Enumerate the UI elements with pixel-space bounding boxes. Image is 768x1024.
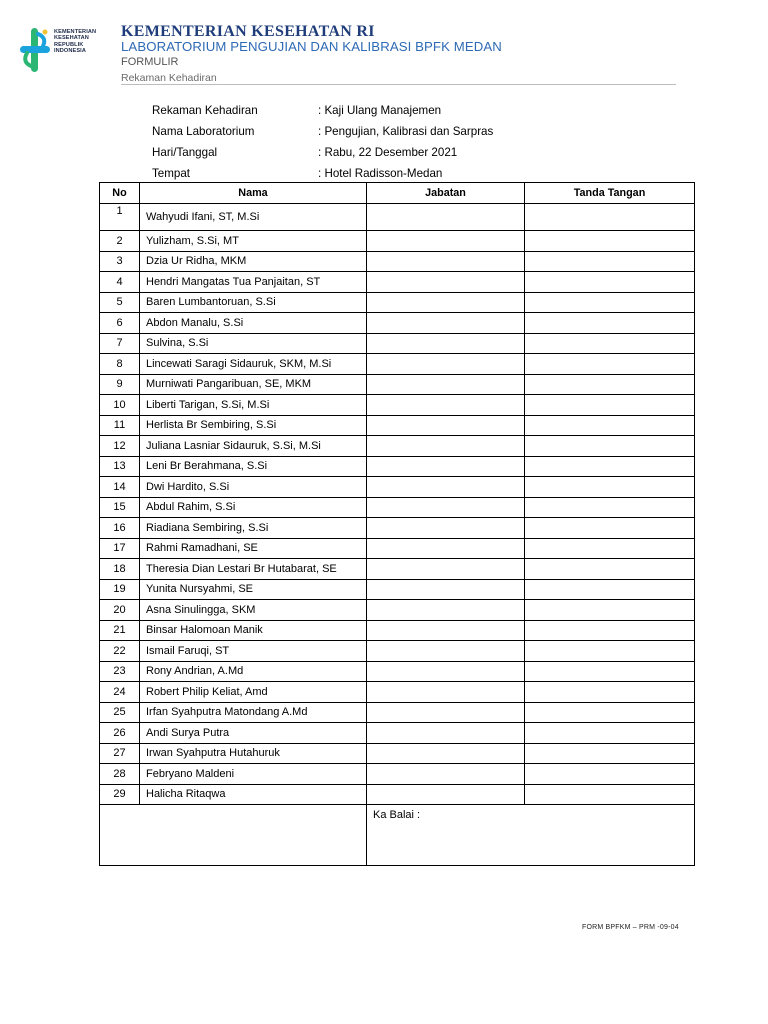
row-number-cell: 19	[100, 579, 140, 600]
signature-cell	[525, 313, 695, 334]
jabatan-cell	[367, 436, 525, 457]
table-row	[100, 272, 695, 293]
row-number-cell: 26	[100, 723, 140, 744]
row-number-cell: 3	[100, 251, 140, 272]
meta-value: : Pengujian, Kalibrasi dan Sarpras	[318, 125, 494, 138]
laboratory-title: LABORATORIUM PENGUJIAN DAN KALIBRASI BPFK MEDAN	[121, 39, 502, 54]
jabatan-cell	[367, 661, 525, 682]
name-cell: Abdon Manalu, S.Si	[140, 313, 367, 334]
ka-balai-cell	[367, 805, 695, 866]
signature-cell	[525, 702, 695, 723]
meta-value: : Hotel Radisson-Medan	[318, 167, 443, 180]
table-row	[100, 231, 695, 252]
row-number-cell: 7	[100, 333, 140, 354]
jabatan-cell	[367, 415, 525, 436]
table-row	[100, 723, 695, 744]
name-cell: Murniwati Pangaribuan, SE, MKM	[140, 374, 367, 395]
table-row	[100, 292, 695, 313]
signature-cell	[525, 415, 695, 436]
table-header-row	[100, 183, 695, 204]
table-row	[100, 743, 695, 764]
kemenkes-emblem-icon	[18, 26, 52, 74]
name-cell: Rahmi Ramadhani, SE	[140, 538, 367, 559]
signature-cell	[525, 251, 695, 272]
jabatan-cell	[367, 538, 525, 559]
signature-cell	[525, 600, 695, 621]
jabatan-cell	[367, 518, 525, 539]
signature-cell	[525, 374, 695, 395]
name-cell: Liberti Tarigan, S.Si, M.Si	[140, 395, 367, 416]
signature-cell	[525, 743, 695, 764]
jabatan-cell	[367, 456, 525, 477]
row-number-cell: 1	[100, 204, 140, 231]
name-cell: Rony Andrian, A.Md	[140, 661, 367, 682]
table-row	[100, 333, 695, 354]
table-row	[100, 497, 695, 518]
name-cell: Asna Sinulingga, SKM	[140, 600, 367, 621]
jabatan-cell	[367, 497, 525, 518]
name-cell: Yunita Nursyahmi, SE	[140, 579, 367, 600]
footer-empty-cell	[100, 805, 367, 866]
jabatan-cell	[367, 272, 525, 293]
row-number-cell: 21	[100, 620, 140, 641]
name-cell: Hendri Mangatas Tua Panjaitan, ST	[140, 272, 367, 293]
jabatan-cell	[367, 764, 525, 785]
meta-label: Hari/Tanggal	[152, 146, 218, 159]
row-number-cell: 17	[100, 538, 140, 559]
signature-cell	[525, 436, 695, 457]
meta-value: : Kaji Ulang Manajemen	[318, 104, 442, 117]
name-cell: Theresia Dian Lestari Br Hutabarat, SE	[140, 559, 367, 580]
jabatan-cell	[367, 354, 525, 375]
name-cell: Binsar Halomoan Manik	[140, 620, 367, 641]
jabatan-cell	[367, 682, 525, 703]
table-row	[100, 313, 695, 334]
name-cell: Febryano Maldeni	[140, 764, 367, 785]
signature-cell	[525, 292, 695, 313]
signature-cell	[525, 456, 695, 477]
row-number-cell: 5	[100, 292, 140, 313]
signature-cell	[525, 395, 695, 416]
jabatan-cell	[367, 579, 525, 600]
row-number-cell: 9	[100, 374, 140, 395]
jabatan-cell	[367, 395, 525, 416]
row-number-cell: 14	[100, 477, 140, 498]
table-row	[100, 354, 695, 375]
table-row	[100, 477, 695, 498]
row-number-cell: 23	[100, 661, 140, 682]
row-number-cell: 25	[100, 702, 140, 723]
table-row	[100, 784, 695, 805]
column-header-jabatan: Jabatan	[367, 183, 525, 204]
signature-cell	[525, 661, 695, 682]
signature-cell	[525, 682, 695, 703]
jabatan-cell	[367, 231, 525, 252]
row-number-cell: 11	[100, 415, 140, 436]
signature-cell	[525, 354, 695, 375]
name-cell: Lincewati Saragi Sidauruk, SKM, M.Si	[140, 354, 367, 375]
meeting-info	[152, 100, 493, 184]
row-number-cell: 15	[100, 497, 140, 518]
signature-cell	[525, 497, 695, 518]
jabatan-cell	[367, 600, 525, 621]
meta-row-laboratorium	[152, 121, 493, 142]
signature-cell	[525, 518, 695, 539]
row-number-cell: 6	[100, 313, 140, 334]
table-row	[100, 415, 695, 436]
form-type-label: FORMULIR	[121, 56, 179, 68]
signature-cell	[525, 620, 695, 641]
row-number-cell: 13	[100, 456, 140, 477]
signature-cell	[525, 723, 695, 744]
row-number-cell: 20	[100, 600, 140, 621]
jabatan-cell	[367, 313, 525, 334]
table-row	[100, 600, 695, 621]
row-number-cell: 10	[100, 395, 140, 416]
jabatan-cell	[367, 251, 525, 272]
column-header-nama: Nama	[140, 183, 367, 204]
signature-cell	[525, 231, 695, 252]
column-header-tanda-tangan: Tanda Tangan	[525, 183, 695, 204]
meta-row-tanggal	[152, 142, 493, 163]
meta-value: : Rabu, 22 Desember 2021	[318, 146, 458, 159]
row-number-cell: 22	[100, 641, 140, 662]
table-row	[100, 641, 695, 662]
ka-balai-label: Ka Balai :	[373, 809, 421, 821]
jabatan-cell	[367, 743, 525, 764]
signature-cell	[525, 641, 695, 662]
jabatan-cell	[367, 784, 525, 805]
name-cell: Ismail Faruqi, ST	[140, 641, 367, 662]
row-number-cell: 24	[100, 682, 140, 703]
signature-cell	[525, 559, 695, 580]
jabatan-cell	[367, 641, 525, 662]
table-row	[100, 764, 695, 785]
meta-row-tempat	[152, 163, 493, 184]
table-row	[100, 456, 695, 477]
name-cell: Yulizham, S.Si, MT	[140, 231, 367, 252]
column-header-no: No	[100, 183, 140, 204]
row-number-cell: 2	[100, 231, 140, 252]
table-row	[100, 395, 695, 416]
table-row	[100, 436, 695, 457]
attendance-table	[99, 182, 695, 866]
jabatan-cell	[367, 620, 525, 641]
name-cell: Dzia Ur Ridha, MKM	[140, 251, 367, 272]
jabatan-cell	[367, 477, 525, 498]
signature-footer-row	[100, 805, 695, 866]
table-row	[100, 682, 695, 703]
name-cell: Riadiana Sembiring, S.Si	[140, 518, 367, 539]
signature-cell	[525, 764, 695, 785]
jabatan-cell	[367, 723, 525, 744]
name-cell: Dwi Hardito, S.Si	[140, 477, 367, 498]
table-row	[100, 620, 695, 641]
row-number-cell: 16	[100, 518, 140, 539]
name-cell: Irfan Syahputra Matondang A.Md	[140, 702, 367, 723]
row-number-cell: 4	[100, 272, 140, 293]
row-number-cell: 29	[100, 784, 140, 805]
name-cell: Robert Philip Keliat, Amd	[140, 682, 367, 703]
signature-cell	[525, 333, 695, 354]
table-row	[100, 204, 695, 231]
name-cell: Baren Lumbantoruan, S.Si	[140, 292, 367, 313]
form-subtitle: Rekaman Kehadiran	[121, 72, 217, 84]
row-number-cell: 28	[100, 764, 140, 785]
name-cell: Wahyudi Ifani, ST, M.Si	[140, 204, 367, 231]
table-row	[100, 538, 695, 559]
kemenkes-logo	[18, 26, 97, 76]
row-number-cell: 27	[100, 743, 140, 764]
jabatan-cell	[367, 333, 525, 354]
table-row	[100, 518, 695, 539]
signature-cell	[525, 204, 695, 231]
jabatan-cell	[367, 292, 525, 313]
table-row	[100, 374, 695, 395]
table-row	[100, 579, 695, 600]
form-code: FORM BPFKM – PRM -09-04	[582, 924, 679, 931]
name-cell: Irwan Syahputra Hutahuruk	[140, 743, 367, 764]
meta-label: Nama Laboratorium	[152, 125, 255, 138]
signature-cell	[525, 477, 695, 498]
name-cell: Andi Surya Putra	[140, 723, 367, 744]
row-number-cell: 18	[100, 559, 140, 580]
signature-cell	[525, 272, 695, 293]
jabatan-cell	[367, 559, 525, 580]
organization-title: KEMENTERIAN KESEHATAN RI	[121, 23, 375, 40]
logo-wordmark: KEMENTERIAN KESEHATAN REPUBLIK INDONESIA	[54, 29, 97, 55]
name-cell: Herlista Br Sembiring, S.Si	[140, 415, 367, 436]
name-cell: Sulvina, S.Si	[140, 333, 367, 354]
header-divider	[121, 84, 676, 85]
name-cell: Juliana Lasniar Sidauruk, S.Si, M.Si	[140, 436, 367, 457]
table-row	[100, 702, 695, 723]
jabatan-cell	[367, 702, 525, 723]
meta-row-rekaman	[152, 100, 493, 121]
jabatan-cell	[367, 204, 525, 231]
meta-label: Rekaman Kehadiran	[152, 104, 258, 117]
row-number-cell: 12	[100, 436, 140, 457]
signature-cell	[525, 579, 695, 600]
name-cell: Abdul Rahim, S.Si	[140, 497, 367, 518]
row-number-cell: 8	[100, 354, 140, 375]
table-row	[100, 559, 695, 580]
meta-label: Tempat	[152, 167, 191, 180]
jabatan-cell	[367, 374, 525, 395]
name-cell: Halicha Ritaqwa	[140, 784, 367, 805]
table-row	[100, 661, 695, 682]
signature-cell	[525, 784, 695, 805]
table-row	[100, 251, 695, 272]
signature-cell	[525, 538, 695, 559]
name-cell: Leni Br Berahmana, S.Si	[140, 456, 367, 477]
